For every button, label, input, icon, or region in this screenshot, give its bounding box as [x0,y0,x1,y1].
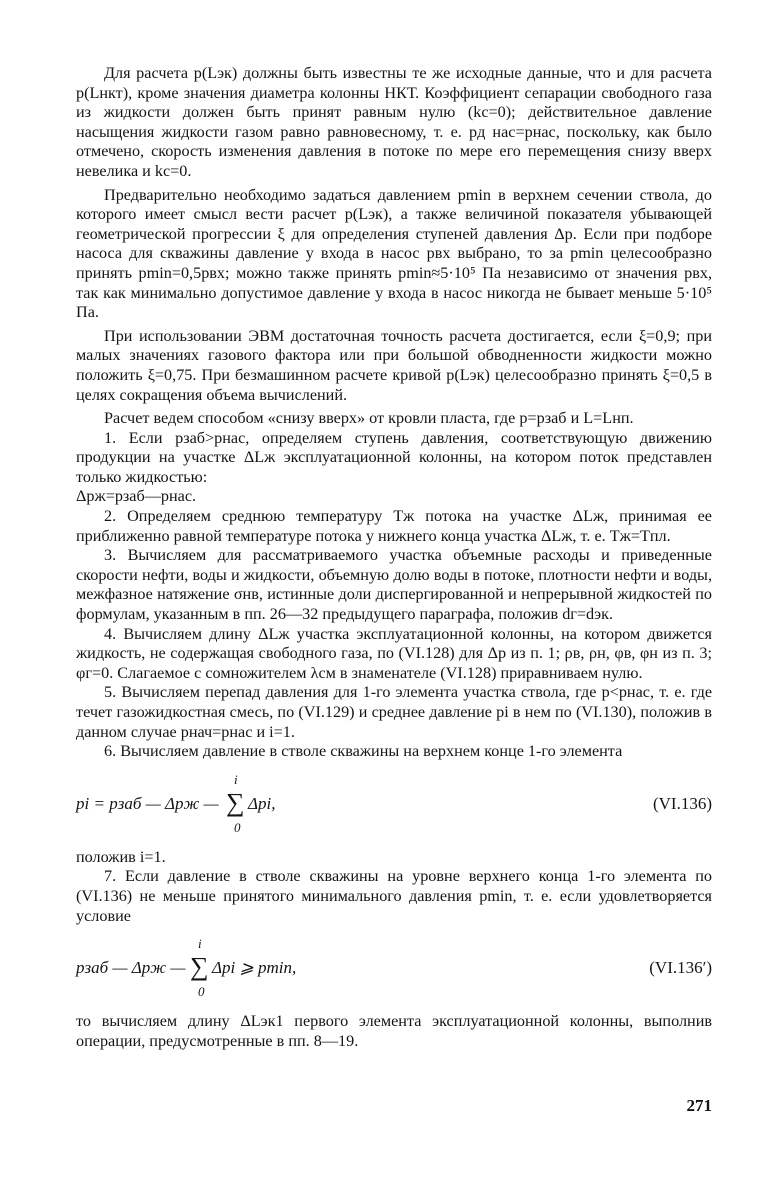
formula-2-sum-top: i [198,936,202,952]
formula-2-tag: (VI.136′) [649,958,712,978]
formula-2-sum-bottom: 0 [198,984,205,1000]
paragraph-step-6: 6. Вычисляем давление в стволе скважины на верхнем конце 1-го элемента [104,742,623,761]
formula-vi-136 [76,770,712,842]
paragraph-1: Для расчета p(Lэк) должны быть известны те же исходные данные, что и для расчета p(Lнкт), кроме значения диаметра колонны НКТ. Коэффициент сепарации свободного газа из жидкости должен быть принят равным нулю (kс=0); действительное давление насыщения жидкости газом равно равновесному, т. е. pд нас=pнас, поскольку, как было отмечено, скорость изменения давления в потоке по мере его перемещения снизу вверх невелика и kс=0. [76,64,713,180]
paragraph-set-i: положив i=1. [76,847,166,866]
paragraph-step-7: 7. Если давление в стволе скважины на уровне верхнего конца 1-го элемента по (VI.136) не меньше принятого минимального давления pmin, т. е. если удовлетворяется условие [76,867,712,925]
formula-1-tag: (VI.136) [652,793,712,813]
document-page [76,64,712,1051]
paragraph-step-2: 2. Определяем среднюю температуру Tж потока на участке ΔLж, принимая ее приближенно равной температуре потока у нижнего конца участка ΔLж, т. е. Tж=Tпл. [76,507,712,545]
paragraph-step-1: 1. Если pзаб>pнас, определяем ступень давления, соответствующую движению продукции на участке ΔLж эксплуатационной колонны, на котором поток представлен только жидкостью: [76,428,712,486]
formula-2-lhs: pзаб — Δpж — [76,958,186,978]
formula-1-rhs: Δpi, [248,793,276,813]
paragraph-step-1-formula: Δpж=pзаб—pнас. [76,487,197,506]
paragraph-conclusion: то вычисляем длину ΔLэк1 первого элемента эксплуатационной колонны, выполнив операции, предусмотренные в пп. 8—19. [76,1012,712,1050]
formula-1-sum-bottom: 0 [234,819,241,835]
paragraph-step-4: 4. Вычисляем длину ΔLж участка эксплуатационной колонны, на котором движется жидкость, не содержащая свободного газа, по (VI.128) для Δp из п. 1; ρв, ρн, φв, φн из п. 3; φг=0. Слагаемое с сомножителем λсм в знаменателе (VI.128) приравниваем нулю. [76,624,712,682]
paragraph-step-5: 5. Вычисляем перепад давления для 1-го элемента участка ствола, где p<pнас, т. е. где течет газожидкостная смесь, по (VI.129) и среднее давление pi в нем по (VI.130), положив в данном случае pнач=pнас и i=1. [76,683,712,741]
formula-1-sum-top: i [234,771,238,787]
paragraph-2: Предварительно необходимо задаться давлением pmin в верхнем сечении ствола, до которого имеет смысл вести расчет p(Lэк), а также величиной показателя убывающей геометрической прогрессии ξ для определения ступеней давления Δp. Если при подборе насоса для скважины давление у входа в насос pвх выбрано, то за pmin целесообразно принять pmin=0,5pвх; можно также принять pmin≈5·10⁵ Па независимо от значения pвх, так как минимально допустимое давление у входа в насос никогда не бывает меньше 5·10⁵ Па. [76,185,712,322]
formula-2-rhs: Δpi ⩾ pmin, [212,958,297,978]
formula-vi-136-prime [76,934,712,1006]
page-number: 271 [686,1096,712,1115]
sum-icon: ∑ [226,787,245,817]
paragraph-step-3: 3. Вычисляем для рассматриваемого участка объемные расходы и приведенные скорости нефти, воды и жидкости, объемную долю воды в потоке, плотности нефти и воды, межфазное натяжение σнв, истинные доли диспергированной и непрерывной жидкостей по формулам, указанным в пп. 26—32 предыдущего параграфа, положив dг=dэк. [76,546,712,624]
formula-1-lhs: pi = pзаб — Δpж — [76,793,219,813]
paragraph-3: При использовании ЭВМ достаточная точность расчета достигается, если ξ=0,9; при малых значениях газового фактора или при большой обводненности жидкости можно положить ξ=0,75. При безмашинном расчете кривой p(Lэк) целесообразно принять ξ=0,5 в целях сокращения объема вычислений. [76,326,712,404]
sum-icon: ∑ [190,952,209,982]
paragraph-4: Расчет ведем способом «снизу вверх» от кровли пласта, где p=pзаб и L=Lнп. [104,409,634,428]
